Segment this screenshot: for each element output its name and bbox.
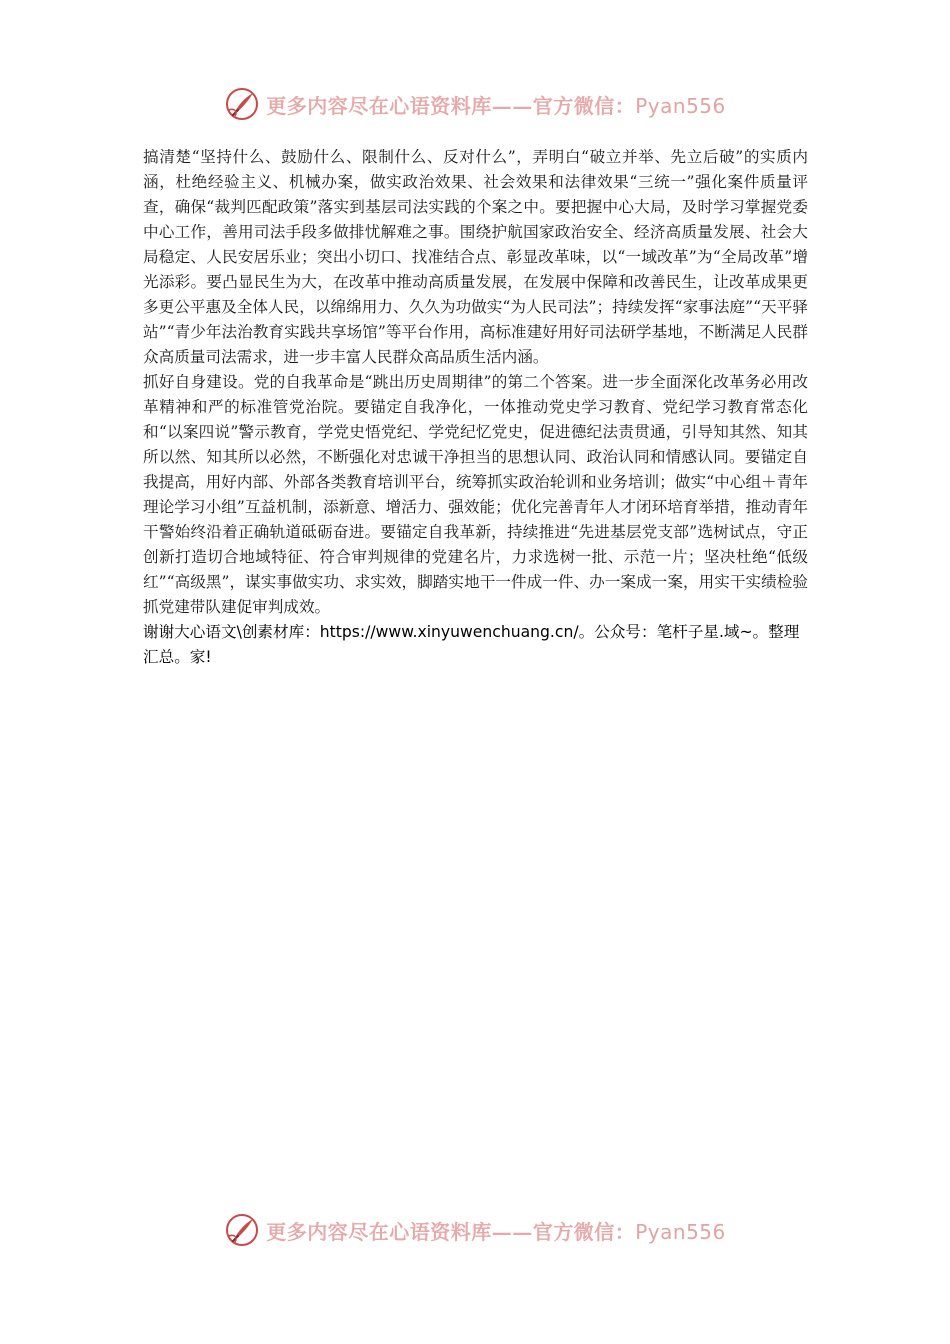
quill-pen-logo-icon xyxy=(224,86,260,122)
banner-main-text: 更多内容尽在心语资料库—— xyxy=(266,1219,533,1244)
banner-wechat-id: Pyan556 xyxy=(635,1219,726,1244)
banner-text xyxy=(266,1216,726,1245)
document-body xyxy=(143,145,808,670)
paragraph-1: 搞清楚“坚持什么、鼓励什么、限制什么、反对什么”，弄明白“破立并举、先立后破”的实质内涵，杜绝经验主义、机械办案，做实政治效果、社会效果和法律效果“三统一”强化案件质量评查，确保“裁判匹配政策”落实到基层司法实践的个案之中。要把握中心大局，及时学习掌握党委中心工作，善用司法手段多做排忧解难之事。围绕护航国家政治安全、经济高质量发展、社会大局稳定、人民安居乐业；突出小切口、找准结合点、彰显改革味，以“一域改革”为“全局改革”增光添彩。要凸显民生为大，在改革中推动高质量发展，在发展中保障和改善民生，让改革成果更多更公平惠及全体人民，以绵绵用力、久久为功做实“为人民司法”；持续发挥“家事法庭”“天平驿站”“青少年法治教育实践共享场馆”等平台作用，高标准建好用好司法研学基地，不断满足人民群众高质量司法需求，进一步丰富人民群众高品质生活内涵。 xyxy=(143,148,808,366)
banner-text xyxy=(266,90,726,119)
footer-banner xyxy=(0,1210,950,1250)
banner-wechat-label: 官方微信： xyxy=(532,1219,636,1244)
source-note: 谢谢大心语文\创素材库：https://www.xinyuwenchuang.cn/。公众号：笔杆子星.域~。整理汇总。家! xyxy=(143,623,800,666)
banner-wechat-label: 官方微信： xyxy=(532,93,636,118)
banner-wechat-id: Pyan556 xyxy=(635,93,726,118)
quill-pen-logo-icon xyxy=(224,1212,260,1248)
banner-main-text: 更多内容尽在心语资料库—— xyxy=(266,93,533,118)
paragraph-2: 抓好自身建设。党的自我革命是“跳出历史周期律”的第二个答案。进一步全面深化改革务必用改革精神和严的标准管党治院。要锚定自我净化，一体推动党史学习教育、党纪学习教育常态化和“以案四说”警示教育，学党史悟党纪、学党纪忆党史，促进德纪法责贯通，引导知其然、知其所以然、知其所以必然，不断强化对忠诚干净担当的思想认同、政治认同和情感认同。要锚定自我提高，用好内部、外部各类教育培训平台，统筹抓实政治轮训和业务培训；做实“中心组＋青年理论学习小组”互益机制，添新意、增活力、强效能；优化完善青年人才闭环培育举措，推动青年干警始终沿着正确轨道砥砺奋进。要锚定自我革新，持续推进“先进基层党支部”选树试点，守正创新打造切合地域特征、符合审判规律的党建名片，力求选树一批、示范一片；坚决杜绝“低级红”“高级黑”，谋实事做实功、求实效，脚踏实地干一件成一件、办一案成一案，用实干实绩检验抓党建带队建促审判成效。 xyxy=(143,373,808,616)
header-banner xyxy=(0,84,950,124)
